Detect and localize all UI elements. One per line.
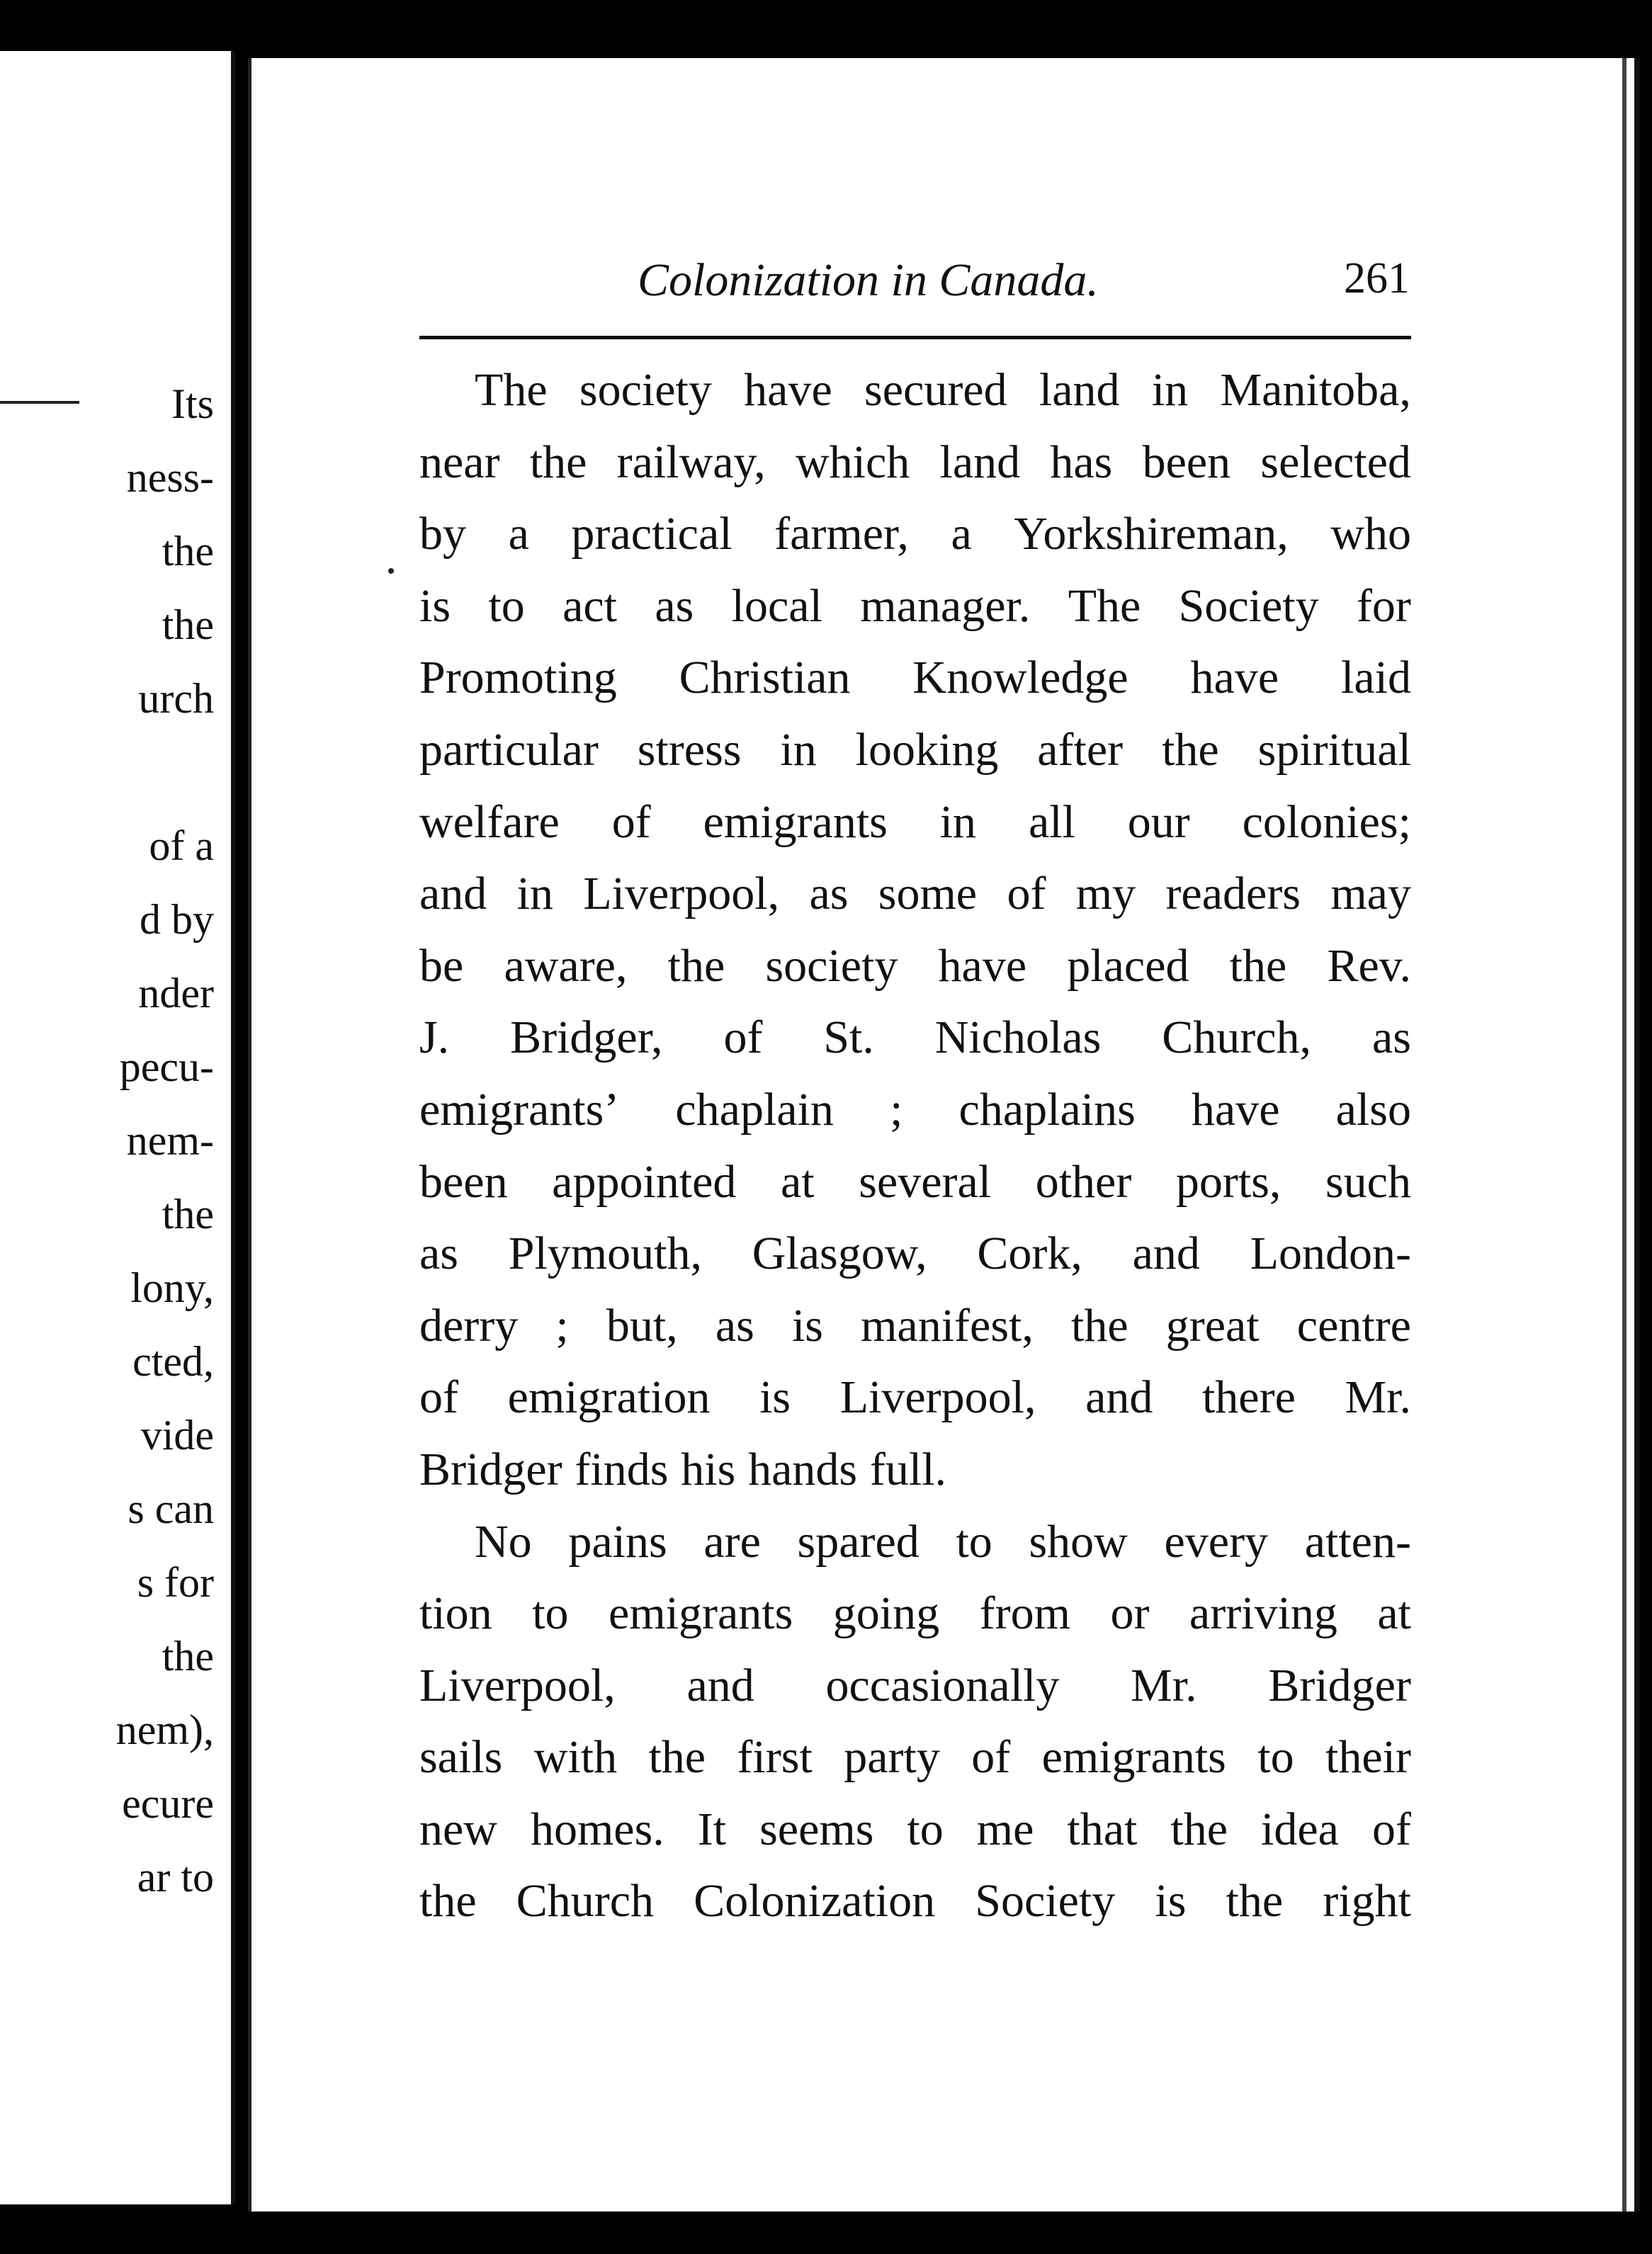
- facing-page-line: the: [162, 1191, 214, 1238]
- facing-page-line: Its: [171, 380, 214, 427]
- text-line: been appointed at several other ports, such: [419, 1155, 1411, 1208]
- text-line: welfare of emigrants in all our colonies;: [419, 795, 1411, 848]
- facing-page-line: of a: [149, 822, 214, 869]
- text-line: near the railway, which land has been selected: [419, 436, 1411, 488]
- header-rule: [419, 336, 1411, 339]
- facing-page-line: s for: [137, 1559, 214, 1606]
- facing-page-line: ar to: [137, 1854, 214, 1901]
- facing-page-line: cted,: [132, 1338, 214, 1385]
- facing-page-line: pecu-: [119, 1043, 214, 1090]
- facing-page-line: urch: [138, 675, 214, 722]
- facing-page-line: d by: [140, 896, 214, 943]
- text-line: tion to emigrants going from or arriving at: [419, 1587, 1411, 1640]
- text-line: derry ; but, as is manifest, the great centre: [419, 1299, 1411, 1352]
- facing-page-fragment: [0, 51, 235, 2204]
- print-speck: [388, 568, 394, 574]
- text-line: Liverpool, and occasionally Mr. Bridger: [419, 1659, 1411, 1711]
- facing-page-line: s can: [128, 1485, 214, 1532]
- facing-page-line: nem),: [115, 1706, 214, 1753]
- facing-page-line: nem-: [126, 1117, 214, 1164]
- text-line: by a practical farmer, a Yorkshireman, who: [419, 508, 1411, 560]
- facing-page-line: lony,: [130, 1264, 214, 1311]
- text-line: is to act as local manager. The Society for: [419, 579, 1411, 632]
- facing-page-line: the: [162, 528, 214, 574]
- text-line: Promoting Christian Knowledge have laid: [419, 652, 1411, 704]
- facing-page-line: nder: [138, 970, 214, 1016]
- facing-page-line: the: [162, 1633, 214, 1680]
- text-line: sails with the first party of emigrants to their: [419, 1731, 1411, 1784]
- text-line: J. Bridger, of St. Nicholas Church, as: [419, 1012, 1411, 1064]
- text-line: particular stress in looking after the spiritual: [419, 723, 1411, 776]
- text-line: The society have secured land in Manitoba,: [475, 364, 1411, 416]
- page-number: 261: [1344, 254, 1410, 302]
- text-line: No pains are spared to show every atten-: [475, 1515, 1411, 1568]
- facing-page-line: vide: [140, 1412, 214, 1459]
- running-title: Colonization in Canada.: [638, 254, 1099, 306]
- running-head: [390, 241, 1410, 312]
- text-line: and in Liverpool, as some of my readers may: [419, 868, 1411, 920]
- facing-page-line: ness-: [126, 454, 214, 501]
- facing-page-line: ecure: [122, 1780, 214, 1827]
- text-line: the Church Colonization Society is the right: [419, 1875, 1411, 1927]
- text-line: new homes. It seems to me that the idea of: [419, 1803, 1411, 1855]
- page-edge: [1622, 58, 1626, 2211]
- facing-page-line: the: [162, 601, 214, 648]
- facing-page-rule: [0, 401, 79, 404]
- text-line: as Plymouth, Glasgow, Cork, and London-: [419, 1228, 1411, 1280]
- body-text: [419, 354, 1411, 1937]
- text-line: emigrants’ chaplain ; chaplains have also: [419, 1083, 1411, 1136]
- text-line: Bridger finds his hands full.: [419, 1443, 947, 1495]
- text-line: be aware, the society have placed the Rev.: [419, 939, 1411, 992]
- text-line: of emigration is Liverpool, and there Mr.: [419, 1371, 1411, 1424]
